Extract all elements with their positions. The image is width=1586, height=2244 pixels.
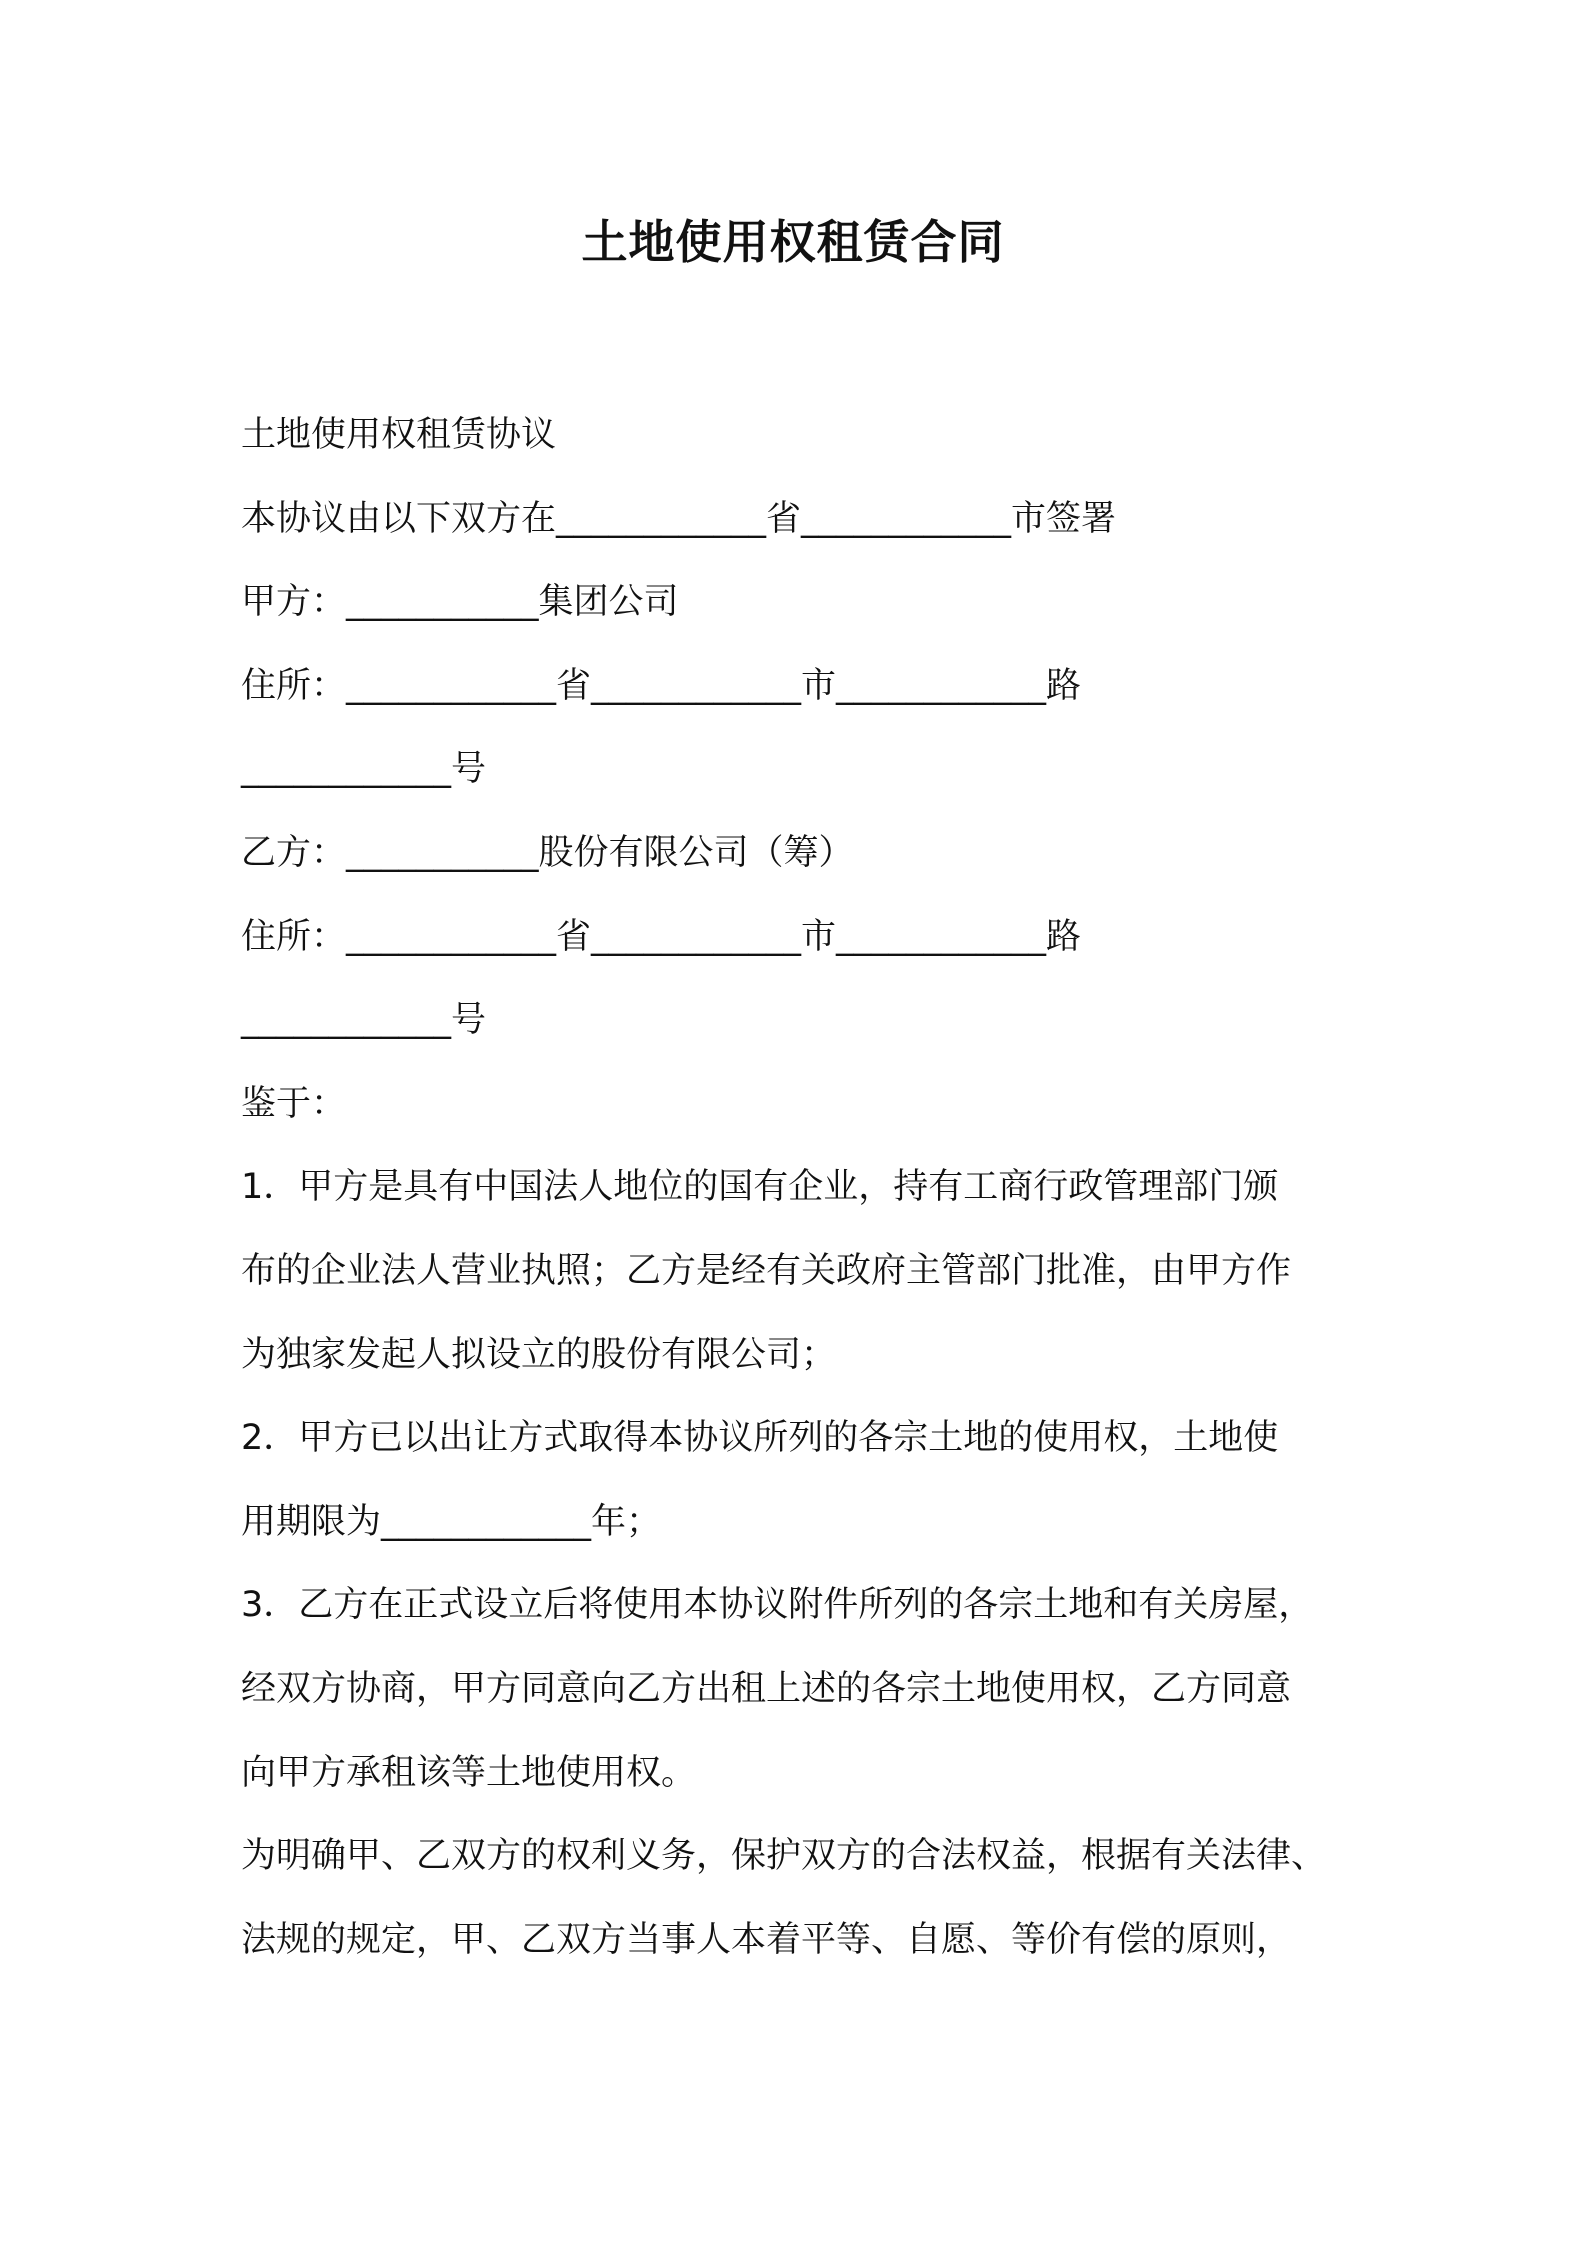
paragraph-line: 经双方协商，甲方同意向乙方出租上述的各宗土地使用权，乙方同意: [241, 1668, 1292, 1709]
paragraph-line: 布的企业法人营业执照；乙方是经有关政府主管部门批准，由甲方作: [241, 1250, 1292, 1291]
paragraph-line: 为独家发起人拟设立的股份有限公司；: [241, 1334, 837, 1375]
document-body: [241, 405, 1361, 1993]
paragraph-line: ____________号: [241, 1000, 487, 1041]
document-title: 土地使用权租赁合同: [581, 215, 1005, 269]
paragraph-line: 1．甲方是具有中国法人地位的国有企业，持有工商行政管理部门颁: [241, 1167, 1279, 1208]
paragraph-line: 3．乙方在正式设立后将使用本协议附件所列的各宗土地和有关房屋，: [241, 1585, 1314, 1626]
paragraph-line: 为明确甲、乙双方的权利义务，保护双方的合法权益，根据有关法律、: [241, 1836, 1327, 1877]
paragraph-line: 本协议由以下双方在____________省____________市签署: [241, 498, 1117, 539]
paragraph-line: 向甲方承租该等土地使用权。: [241, 1752, 697, 1793]
paragraph-line: 住所：____________省____________市____________路: [241, 916, 1082, 957]
paragraph-line: 2．甲方已以出让方式取得本协议所列的各宗土地的使用权，土地使: [241, 1418, 1279, 1459]
paragraph-line: 鉴于：: [241, 1083, 347, 1124]
paragraph-line: ____________号: [241, 749, 487, 790]
paragraph-line: 用期限为____________年；: [241, 1501, 662, 1542]
paragraph-line: 法规的规定，甲、乙双方当事人本着平等、自愿、等价有偿的原则，: [241, 1919, 1292, 1960]
paragraph-line: 甲方：___________集团公司: [241, 582, 679, 623]
paragraph-line: 住所：____________省____________市____________路: [241, 665, 1082, 706]
paragraph-line: 土地使用权租赁协议: [241, 415, 557, 455]
paragraph-line: 乙方：___________股份有限公司（筹）: [241, 832, 854, 873]
